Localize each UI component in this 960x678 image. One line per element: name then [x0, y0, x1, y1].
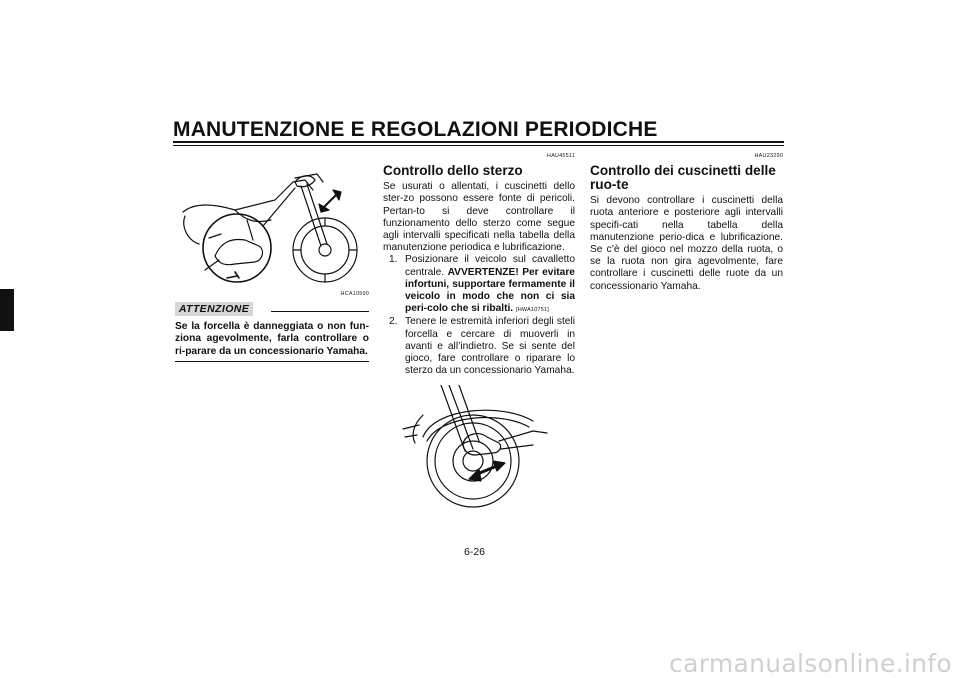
caution-bottom-rule	[175, 361, 369, 362]
page-number: 6-26	[464, 546, 486, 558]
section-code: HAU45511	[546, 153, 575, 159]
wheel-bearings-text: Si devono controllare i cuscinetti della ruota anteriore e posteriore agli intervalli specifi-cati nella tabella della manutenzione perio-dica e lubrificazione. Se c’è del gioco nel mozzo della ruota, o se la ruota non gira agevolmente, fare controllare i cuscinetti delle ruote da un concessionario Yamaha.	[590, 195, 783, 292]
section-heading-wheel-bearings: Controllo dei cuscinetti delle ruo-te	[590, 163, 776, 193]
step-text: Tenere le estremità inferiori degli steli forcella e cercare di muoverli in avanti e all’indietro. Se si sente del gioco, fare controllare o riparare lo sterzo da un concessionario Yamaha.	[405, 316, 575, 377]
column-middle	[383, 150, 575, 515]
step-instruction: Posizionare il veicolo sul cavalletto centrale.	[405, 254, 575, 278]
step-text	[405, 254, 575, 316]
caution-rule	[271, 311, 369, 312]
chapter-number: 6	[2, 286, 10, 301]
column-right	[590, 150, 783, 293]
fork-check-illustration	[175, 160, 369, 288]
steering-intro: Se usurati o allentati, i cuscinetti dello ster-zo possono essere fonte di pericoli. Pertan-to si deve controllare il funzionamento dello sterzo come segue agli intervalli specificati nella tabella della manutenzione periodica e lubrificazione.	[383, 181, 575, 254]
column-left	[175, 160, 369, 362]
steering-check-illustration	[383, 385, 575, 515]
caution-header	[175, 302, 369, 318]
section-heading-steering: Controllo dello sterzo	[383, 163, 523, 179]
warning-code: [HWA10751]	[515, 307, 549, 314]
step-number: 2.	[389, 316, 398, 328]
step-number: 1.	[389, 254, 398, 266]
figure-code: HCA10590	[340, 291, 369, 297]
step-item	[383, 254, 575, 316]
title-rule-thin	[173, 145, 784, 146]
page-title: MANUTENZIONE E REGOLAZIONI PERIODICHE	[173, 118, 658, 141]
title-rule	[173, 141, 784, 143]
watermark: carmanualsonline.info	[669, 649, 952, 678]
section-code: HAU23290	[754, 153, 783, 159]
caution-label: ATTENZIONE	[175, 302, 253, 316]
step-item	[383, 316, 575, 377]
step-warning: AVVERTENZE! Per evitare infortuni, supportare fermamente il veicolo in modo che non ci sia peri-colo che si ribalti.	[405, 266, 575, 315]
caution-text: Se la forcella è danneggiata o non fun-ziona agevolmente, farla controllare o ri-parare da un concessionario Yamaha.	[175, 321, 369, 357]
steering-steps	[383, 254, 575, 377]
